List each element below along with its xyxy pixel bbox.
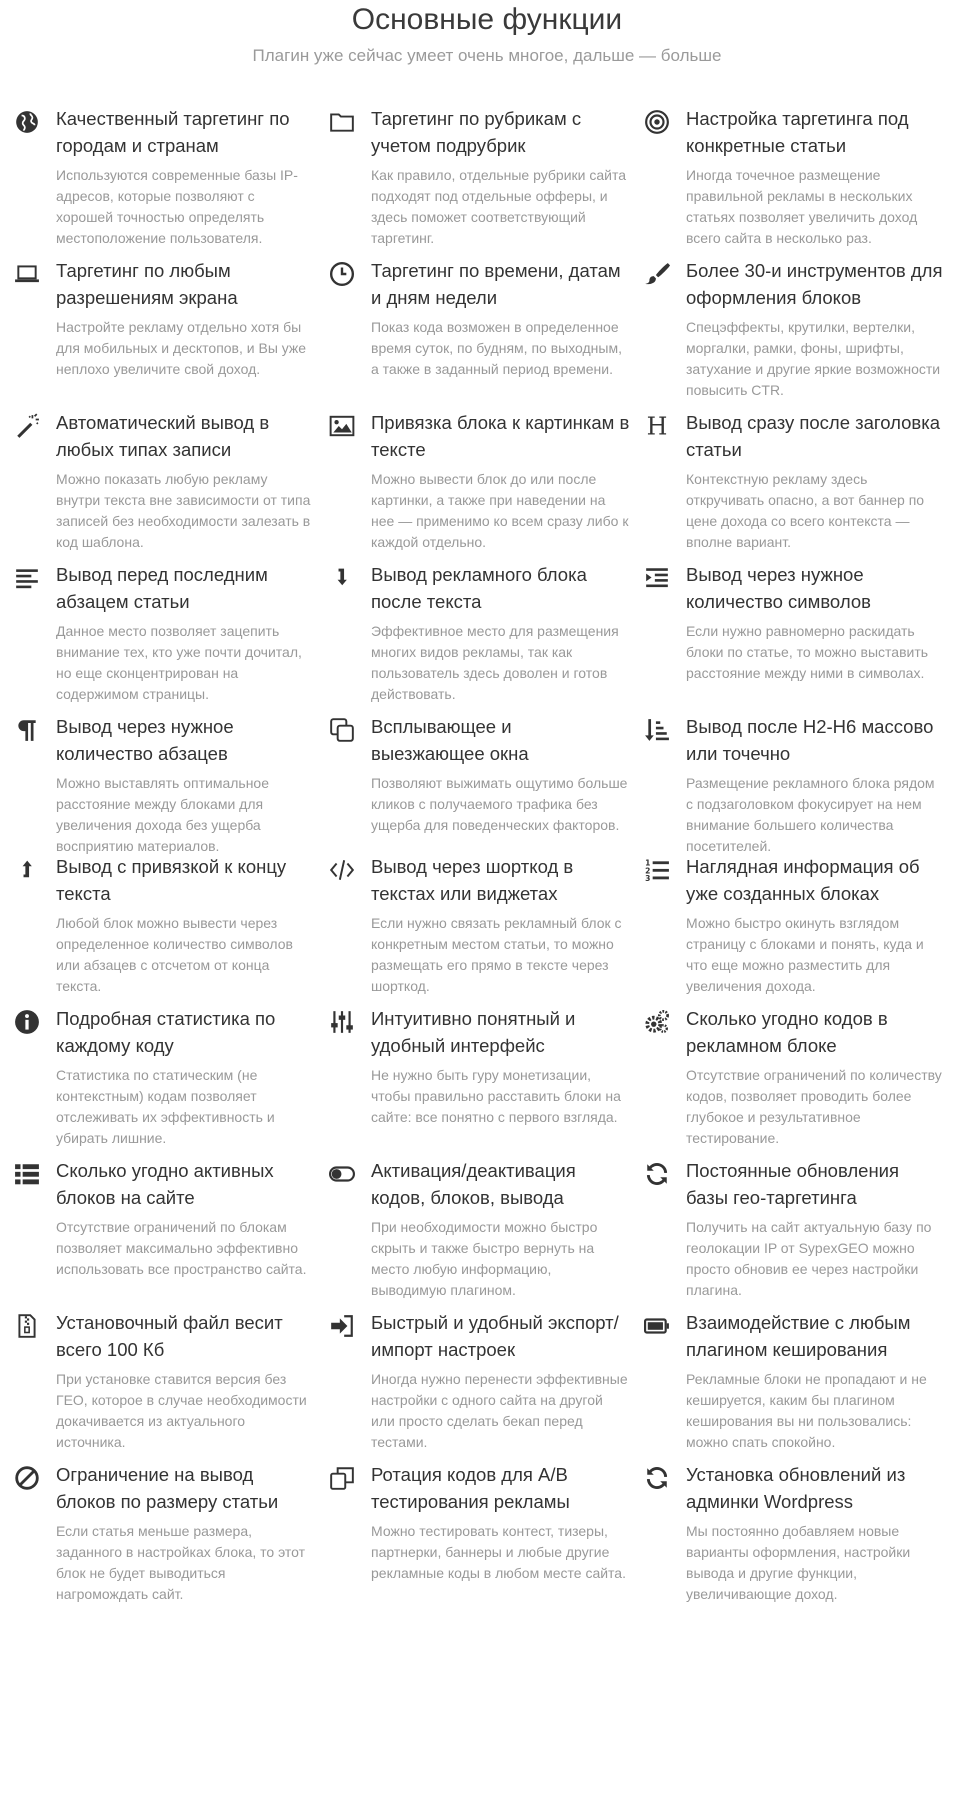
- feature-text: [50, 409, 315, 561]
- battery-icon: [644, 1311, 680, 1341]
- feature-row: [14, 713, 974, 853]
- page-subtitle: Плагин уже сейчас умеет очень многое, дальше — больше: [252, 46, 722, 65]
- ordered-list-icon: [644, 855, 680, 885]
- feature-description: Отсутствие ограничений по количеству кодов, позволяет проводить более глубокое и результативное тестирование.: [686, 1067, 942, 1146]
- feature-title: Постоянные обновления базы гео-таргетинга: [686, 1160, 900, 1208]
- feature-description: Можно быстро окинуть взглядом страницу с блоками и понять, куда и что еще можно разместить для увеличения дохода.: [686, 915, 924, 994]
- feature-text: [365, 853, 630, 1005]
- feature-row: [14, 409, 974, 561]
- feature-card: [14, 713, 329, 853]
- feature-title: Автоматический вывод в любых типах записи: [56, 412, 270, 460]
- feature-description: Спецэффекты, крутилки, вертелки, моргалки, рамки, фоны, шрифты, затухание и другие яркие возможности повысить CTR.: [686, 319, 941, 398]
- feature-text: [365, 1461, 630, 1613]
- refresh-icon: [644, 1463, 680, 1493]
- feature-title: Интуитивно понятный и удобный интерфейс: [371, 1008, 576, 1056]
- feature-description: Если нужно связать рекламный блок с конкретным местом статьи, то можно размещать его прямо в тексте через шорткод.: [371, 915, 622, 994]
- feature-card: [329, 1309, 644, 1461]
- gears-icon: [644, 1007, 680, 1037]
- sort-down-icon: [644, 715, 680, 745]
- laptop-icon: [14, 259, 50, 289]
- feature-title: Вывод с привязкой к концу текста: [56, 856, 287, 904]
- sign-in-icon: [329, 1311, 365, 1341]
- feature-description: Можно выставлять оптимальное расстояние между блоками для увеличения дохода без ущерба восприятию материалов.: [56, 775, 270, 854]
- list-icon: [14, 1159, 50, 1189]
- feature-title: Вывод перед последним абзацем статьи: [56, 564, 268, 612]
- feature-card: [329, 257, 644, 409]
- feature-title: Ограничение на вывод блоков по размеру статьи: [56, 1464, 279, 1512]
- feature-title: Установочный файл весит всего 100 Кб: [56, 1312, 283, 1360]
- ban-icon: [14, 1463, 50, 1493]
- toggle-icon: [329, 1159, 365, 1189]
- feature-description: Позволяют выжимать ощутимо больше кликов с получаемого трафика без ущерба для поведенческих факторов.: [371, 775, 628, 833]
- feature-description: При необходимости можно быстро скрыть и также быстро вернуть на место любую информацию, выводимую плагином.: [371, 1219, 598, 1298]
- feature-text: [680, 853, 945, 1005]
- feature-row: [14, 1461, 974, 1613]
- feature-text: [680, 713, 945, 853]
- code-icon: [329, 855, 365, 885]
- feature-text: [680, 561, 945, 713]
- feature-card: [14, 1461, 329, 1613]
- feature-text: [365, 1157, 630, 1309]
- feature-description: Можно вывести блок до или после картинки, а также при наведении на нее — применимо ко всем сразу либо к каждой отдельно.: [371, 471, 629, 550]
- info-icon: [14, 1007, 50, 1037]
- feature-description: Иногда нужно перенести эффективные настройки с одного сайта на другой или просто сделать бекап перед тестами.: [371, 1371, 628, 1450]
- feature-text: [365, 409, 630, 561]
- feature-description: Размещение рекламного блока рядом с подзаголовком фокусирует на нем внимание большего количества посетителей.: [686, 775, 935, 854]
- feature-description: Получить на сайт актуальную базу по геолокации IP от SypexGEO можно просто обновив ее через настройки плагина.: [686, 1219, 932, 1298]
- feature-title: Более 30-и инструментов для оформления блоков: [686, 260, 943, 308]
- target-icon: [644, 107, 680, 137]
- feature-title: Привязка блока к картинкам в тексте: [371, 412, 630, 460]
- sliders-icon: [329, 1007, 365, 1037]
- brush-icon: [644, 259, 680, 289]
- feature-text: [365, 105, 630, 257]
- feature-title: Вывод после H2-H6 массово или точечно: [686, 716, 934, 764]
- folder-icon: [329, 107, 365, 137]
- clone-icon: [329, 1463, 365, 1493]
- feature-description: Показ кода возможен в определенное время суток, по будням, по выходным, а также в заданный период времени.: [371, 319, 622, 377]
- feature-title: Установка обновлений из админки Wordpress: [686, 1464, 906, 1512]
- arrow-up-icon: [14, 855, 50, 885]
- feature-row: [14, 257, 974, 409]
- feature-card: [644, 1309, 959, 1461]
- feature-description: Если статья меньше размера, заданного в настройках блока, то этот блок не будет выводиться нагромождать сайт.: [56, 1523, 306, 1602]
- feature-text: [680, 1157, 945, 1309]
- feature-card: [644, 1005, 959, 1157]
- feature-card: [14, 1309, 329, 1461]
- feature-card: [14, 409, 329, 561]
- feature-card: [14, 257, 329, 409]
- feature-description: Статистика по статическим (не контекстным) кодам позволяет отслеживать их эффективность и убирать лишние.: [56, 1067, 275, 1146]
- feature-description: Иногда точечное размещение правильной рекламы в нескольких статьях позволяет увеличить доход всего сайта в несколько раз.: [686, 167, 918, 246]
- feature-card: [329, 1157, 644, 1309]
- feature-description: Контекстную рекламу здесь откручивать опасно, а вот баннер по цене дохода со всего контекста — вполне вариант.: [686, 471, 925, 550]
- magic-wand-icon: [14, 411, 50, 441]
- feature-row: [14, 1005, 974, 1157]
- indent-icon: [644, 563, 680, 593]
- feature-text: [50, 1157, 315, 1309]
- feature-title: Сколько угодно активных блоков на сайте: [56, 1160, 274, 1208]
- feature-description: Эффективное место для размещения многих видов рекламы, так как пользователь здесь доволен и готов действовать.: [371, 623, 619, 702]
- feature-row: [14, 105, 974, 257]
- feature-description: При установке ставится версия без ГЕО, которое в случае необходимости докачивается из актуального источника.: [56, 1371, 307, 1450]
- feature-card: [329, 853, 644, 1005]
- feature-text: [365, 713, 630, 853]
- page-title: Основные функции: [351, 3, 623, 36]
- feature-text: [50, 1461, 315, 1613]
- feature-card: [644, 257, 959, 409]
- feature-card: [644, 853, 959, 1005]
- feature-title: Подробная статистика по каждому коду: [56, 1008, 276, 1056]
- feature-text: [50, 853, 315, 1005]
- feature-title: Качественный таргетинг по городам и странам: [56, 108, 290, 156]
- feature-card: [644, 713, 959, 853]
- feature-title: Вывод рекламного блока после текста: [371, 564, 587, 612]
- feature-text: [50, 105, 315, 257]
- feature-description: Данное место позволяет зацепить внимание тех, кто уже почти дочитал, но еще сконцентрирован на содержимом страницы.: [56, 623, 302, 702]
- feature-title: Быстрый и удобный экспорт/импорт настроек: [371, 1312, 619, 1360]
- feature-card: [14, 561, 329, 713]
- feature-card: [329, 713, 644, 853]
- feature-description: Настройте рекламу отдельно хотя бы для мобильных и десктопов, и Вы уже неплохо увеличите свой доход.: [56, 319, 307, 377]
- feature-title: Вывод сразу после заголовка статьи: [686, 412, 941, 460]
- feature-card: [644, 409, 959, 561]
- feature-card: [329, 409, 644, 561]
- feature-card: [14, 1157, 329, 1309]
- feature-description: Отсутствие ограничений по блокам позволяет максимально эффективно использовать все пространство сайта.: [56, 1219, 307, 1277]
- feature-text: [365, 561, 630, 713]
- features-grid: [14, 105, 974, 1613]
- feature-row: [14, 1309, 974, 1461]
- feature-card: [329, 1005, 644, 1157]
- feature-title: Вывод через шорткод в текстах или виджетах: [371, 856, 574, 904]
- feature-text: [680, 257, 945, 409]
- feature-description: Любой блок можно вывести через определенное количество символов или абзацев с отсчетом от конца текста.: [56, 915, 293, 994]
- feature-card: [644, 1157, 959, 1309]
- feature-card: [644, 1461, 959, 1613]
- clock-icon: [329, 259, 365, 289]
- feature-card: [14, 853, 329, 1005]
- feature-card: [14, 1005, 329, 1157]
- globe-icon: [14, 107, 50, 137]
- feature-description: Как правило, отдельные рубрики сайта подходят под отдельные офферы, и здесь поможет соответствующий таргетинг.: [371, 167, 627, 246]
- feature-text: [365, 1309, 630, 1461]
- feature-title: Вывод через нужное количество абзацев: [56, 716, 234, 764]
- feature-text: [680, 1005, 945, 1157]
- feature-description: Рекламные блоки не пропадают и не кешируется, каким бы плагином кеширования вы ни пользовались: можно спать спокойно.: [686, 1371, 927, 1450]
- feature-card: [329, 561, 644, 713]
- feature-text: [50, 1309, 315, 1461]
- align-left-icon: [14, 563, 50, 593]
- feature-card: [644, 561, 959, 713]
- feature-title: Всплывающее и выезжающее окна: [371, 716, 529, 764]
- refresh-icon: [644, 1159, 680, 1189]
- arrow-down-icon: [329, 563, 365, 593]
- feature-row: [14, 853, 974, 1005]
- feature-title: Вывод через нужное количество символов: [686, 564, 871, 612]
- feature-title: Активация/деактивация кодов, блоков, вывода: [371, 1160, 576, 1208]
- feature-title: Сколько угодно кодов в рекламном блоке: [686, 1008, 888, 1056]
- heading-icon: [644, 411, 680, 441]
- feature-title: Наглядная информация об уже созданных блоках: [686, 856, 920, 904]
- feature-title: Настройка таргетинга под конкретные статьи: [686, 108, 909, 156]
- feature-title: Таргетинг по рубрикам с учетом подрубрик: [371, 108, 582, 156]
- feature-description: Используются современные базы IP-адресов, которые позволяют с хорошей точностью определять местоположение пользователя.: [56, 167, 298, 246]
- paragraph-icon: [14, 715, 50, 745]
- feature-description: Можно тестировать контест, тизеры, партнерки, баннеры и любые другие рекламные коды в любом месте сайта.: [371, 1523, 626, 1581]
- feature-text: [680, 1461, 945, 1613]
- copy-icon: [329, 715, 365, 745]
- feature-text: [680, 105, 945, 257]
- feature-text: [680, 1309, 945, 1461]
- feature-title: Взаимодействие с любым плагином кеширования: [686, 1312, 911, 1360]
- feature-text: [50, 713, 315, 853]
- file-zip-icon: [14, 1311, 50, 1341]
- feature-card: [329, 1461, 644, 1613]
- feature-row: [14, 1157, 974, 1309]
- feature-description: Мы постоянно добавляем новые варианты оформления, настройки вывода и другие функции, увеличивающие доход.: [686, 1523, 911, 1602]
- feature-text: [50, 257, 315, 409]
- feature-title: Таргетинг по времени, датам и дням недели: [371, 260, 621, 308]
- feature-text: [50, 561, 315, 713]
- feature-description: Можно показать любую рекламу внутри текста вне зависимости от типа записей без необходимости залезать в код шаблона.: [56, 471, 311, 550]
- feature-card: [329, 105, 644, 257]
- feature-title: Ротация кодов для A/B тестирования рекламы: [371, 1464, 570, 1512]
- feature-row: [14, 561, 974, 713]
- feature-description: Не нужно быть гуру монетизации, чтобы правильно расставить блоки на сайте: все понятно с первого взгляда.: [371, 1067, 621, 1125]
- feature-description: Если нужно равномерно раскидать блоки по статье, то можно выставить расстояние между ними в символах.: [686, 623, 929, 681]
- feature-title: Таргетинг по любым разрешениям экрана: [56, 260, 238, 308]
- feature-text: [365, 1005, 630, 1157]
- feature-text: [680, 409, 945, 561]
- feature-text: [50, 1005, 315, 1157]
- image-icon: [329, 411, 365, 441]
- feature-card: [644, 105, 959, 257]
- feature-text: [365, 257, 630, 409]
- feature-card: [14, 105, 329, 257]
